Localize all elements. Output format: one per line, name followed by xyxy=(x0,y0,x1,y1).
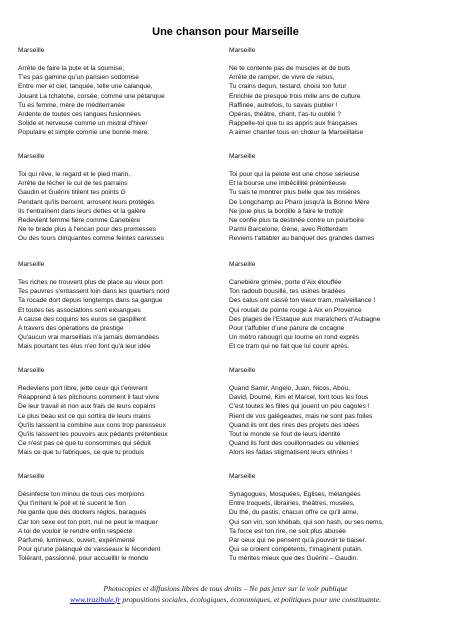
verse-line: Et la bourse une imbécillité prétentieuse xyxy=(229,180,346,188)
stanza xyxy=(229,260,434,352)
verse-line: Tu es femme, mère de méditerranée xyxy=(18,101,125,109)
verse-line: Raffinée, autrefois, tu savais publier ! xyxy=(229,101,338,109)
verse-line: Ardente de toutes ces langues fusionnées xyxy=(18,111,141,119)
verse-line: De leur travail et non aux frais de leurs copains xyxy=(18,403,156,411)
footer-credits xyxy=(0,594,451,605)
verse-line: Entre troquets, librairies, théâtres, musées, xyxy=(229,500,355,508)
verse-line: De Longchamp au Pharo jusqu'à la Bonne Mère xyxy=(229,198,370,206)
verse-line: Rient de vos galégeades, mais ne sont pas folles xyxy=(229,412,373,420)
verse-line: Pendant qu'ils bercent, arrosent leurs protégés xyxy=(18,198,155,206)
verse-line: Rappelle-toi que tu as appris aux françaises xyxy=(229,120,358,128)
verse-line: Parmi Barcelone, Gène, avec Rotterdam xyxy=(229,226,348,234)
verse-line: Qui son vin, son khébab, qui son hash, ou ses nems, xyxy=(229,518,384,526)
verse-line: Populaire et simple comme une bonne mère. xyxy=(18,129,150,137)
stanza xyxy=(18,260,223,352)
verse-line: Canebière grimée, porte d'Aix étouffée xyxy=(229,279,342,286)
verse-line: Enrichie de presque trois mille ans de culture xyxy=(229,92,361,100)
verse-line: Quand Samir, Angelo, Juan, Nicos, Abou, xyxy=(229,385,350,392)
verse-line: Qu'ils laissent les pouvoirs aux pédants prétentieux xyxy=(18,431,168,439)
verse-line: A travers des opérations de prestige xyxy=(18,325,124,333)
verse-line: Toi pour qui la pelote est une chose sérieuse xyxy=(229,171,360,178)
verse-line: Réapprend à tes pitchouns comment il faut vivre xyxy=(18,394,160,402)
verse-line: David, Doumé, Kim et Marcel, font tous les fous xyxy=(229,394,369,402)
verse-line: Qui roulait de pointe rouge à Aix en Provence xyxy=(229,306,362,314)
stanza-heading: Marseille xyxy=(18,47,45,54)
verse-line: Synagogues, Mosquées, Eglises, mélangées xyxy=(229,491,361,498)
verse-line: Toi qui rêve, le regard et le pied marin, xyxy=(18,171,131,178)
verse-line: Ta force est ton rire, ne soit plus abusée xyxy=(229,527,346,535)
stanza xyxy=(18,472,223,564)
verse-line: Ce n'est pas ce que tu consommes qui séduit xyxy=(18,440,151,448)
verse-line: Tu sais te montrer plus belle que tes misères xyxy=(229,189,360,197)
verse-line: Ton radoub bousillé, tes usines bradées xyxy=(229,288,346,296)
verse-line: Arrête de lécher le cul de tes parrains xyxy=(18,180,128,188)
verse-line: Qu'aucun vrai marseillais n'a jamais demandées xyxy=(18,334,160,342)
verse-line: Arrête de ramper, de vivre de rebus, xyxy=(229,74,335,82)
stanza-heading: Marseille xyxy=(229,47,256,54)
verse-line: Des plages de l'Estaque aux maraîchers d'Aubagne xyxy=(229,315,381,323)
stanza-heading: Marseille xyxy=(18,367,45,374)
verse-line: Pour qu'une palanqué de vaisseaux le fécondent xyxy=(18,546,161,554)
verse-line: Le plus beau est ce qui sortira de leurs mains xyxy=(18,412,151,420)
verse-line: Tolérant, passionné, pour accueillir le monde xyxy=(18,555,149,563)
page-title: Une chanson pour Marseille xyxy=(152,26,299,38)
website-link[interactable]: www.trazibule.fr xyxy=(69,595,121,604)
footer-tagline: propositions sociales, écologiques, économiques, et politiques pour une constituante. xyxy=(122,595,382,604)
verse-line: Jouant La tchatche, corsée, comme une pétanque xyxy=(18,92,165,100)
verse-line: Désinfecte ton minou de tous ces morpions xyxy=(18,491,145,498)
verse-line: Des calus ont cassé ton vieux tram, maïveillance ! xyxy=(229,297,376,305)
verse-line: Pour t'affubler d'une parure de cocagne xyxy=(229,325,345,333)
verse-line: Tout le monde se fout de leurs identité xyxy=(229,431,341,439)
stanza-heading: Marseille xyxy=(229,367,256,374)
verse-line: Arrête de faire la pute et la soumise, xyxy=(18,65,124,72)
verse-line: Ta rocade dort depuis longtemps dans sa gangue xyxy=(18,297,163,305)
stanza-heading: Marseille xyxy=(18,473,45,480)
verse-line: A toi de vouloir le rendre enfin respecté xyxy=(18,527,133,535)
verse-line: Qu'ils laissent la combine aux cons trop paresseux xyxy=(18,421,166,429)
verse-line: Gaudin et Guérini titilent tes points G xyxy=(18,189,126,197)
stanza xyxy=(18,46,223,138)
stanza xyxy=(18,366,223,458)
verse-line: Mais ce que tu fabriques, ce que tu produis xyxy=(18,449,145,457)
verse-line: Et ce tram qui ne fait que lui courir après. xyxy=(229,343,350,351)
verse-line: Un métro rabougri qui tourne en rond exprès xyxy=(229,334,360,342)
stanza xyxy=(229,366,434,458)
stanza xyxy=(229,46,434,138)
verse-line: Qui t'irritent le poil et te sucent le fion xyxy=(18,500,126,508)
verse-line: Tes riches ne trouvent plus de place au vieux port xyxy=(18,279,163,286)
verse-line: Quand ils font des couillonnades ou villenies xyxy=(229,440,359,448)
verse-line: Tu crains degun, testard, choisi ton futur xyxy=(229,83,347,91)
verse-line: Qui se croient compétents, t'imaginent putain. xyxy=(229,546,363,554)
verse-line: Ne garde que des dockers réglos, baraqués xyxy=(18,509,147,517)
footer xyxy=(0,583,451,605)
verse-line: A cause des coquins tes euros se gaspillent xyxy=(18,315,146,323)
stanza-heading: Marseille xyxy=(229,153,256,160)
stanza-heading: Marseille xyxy=(229,473,256,480)
verse-line: Car ton sexe est ton port, nul ne peut le maquer xyxy=(18,518,158,526)
verse-line: Quand ils ont des rires des projets des idées xyxy=(229,421,360,429)
stanza-heading: Marseille xyxy=(18,261,45,268)
verse-line: Ne confie plus ta destinée contre un pourboire xyxy=(229,217,364,225)
verse-line: Solide et nerveuse comme un mistral d'hiver xyxy=(18,120,148,128)
verse-line: Tu mérites mieux que des Guérini – Gaudin. xyxy=(229,555,359,563)
verse-line: Ne te contente pas de muscles et de buts xyxy=(229,65,351,72)
verse-line: A aimer chanter tous en chœur la Marseillaise xyxy=(229,129,364,137)
verse-line: Parfumé, lumineux, ouvert, expérimenté xyxy=(18,537,135,545)
stanza xyxy=(18,152,223,244)
stanza xyxy=(229,152,434,244)
verse-line: Reviens t'attabler au banquet des grandes dames xyxy=(229,235,375,243)
verse-line: Redeviens port libre, jette ceux qui t'enivrent xyxy=(18,385,148,392)
verse-line: Par ceux qui ne pensent qu'à pouvoir te baiser. xyxy=(229,537,367,545)
verse-line: T'es pas gamine qu'un parisien sodomise xyxy=(18,74,139,82)
verse-line: Opéras, théâtre, chant, t'as-tu oublié ? xyxy=(229,111,341,119)
verse-line: Mais pourtant tes élus n'en font qu'à leur idée xyxy=(18,343,151,351)
verse-line: Ou des tours clinquantes comme feintes caresses xyxy=(18,235,164,243)
footer-notice: Photocopies et diffusions libres de tous droits – Ne pas jeter sur le voir publique xyxy=(103,584,348,593)
verse-line: Ils t'entraînent dans leurs dettes et la galère xyxy=(18,207,146,215)
verse-line: C'est toutes les filles qui jouent un peu cagoles ! xyxy=(229,403,370,411)
stanza-heading: Marseille xyxy=(229,261,256,268)
verse-line: Entre mer et ciel, tanquée, telle une calanque, xyxy=(18,83,153,91)
verse-line: Alors les fadas stigmatisent leurs ethnies ! xyxy=(229,449,353,457)
stanza-heading: Marseille xyxy=(18,153,45,160)
verse-line: Redevient femme fière comme Canebière xyxy=(18,217,141,225)
verse-line: Tes pauvres s'entassent loin dans les quartiers nord xyxy=(18,288,170,296)
verse-line: Ne te brade plus à l'encan pour des promesses xyxy=(18,226,156,234)
verse-line: Et toutes tes associations sont exsangues xyxy=(18,306,141,314)
verse-line: Ne joue plus la bordille à faire le trottoir xyxy=(229,207,344,215)
stanza xyxy=(229,472,434,564)
verse-line: Du thé, du pastis, chacun offre ce qu'il aime, xyxy=(229,509,359,517)
